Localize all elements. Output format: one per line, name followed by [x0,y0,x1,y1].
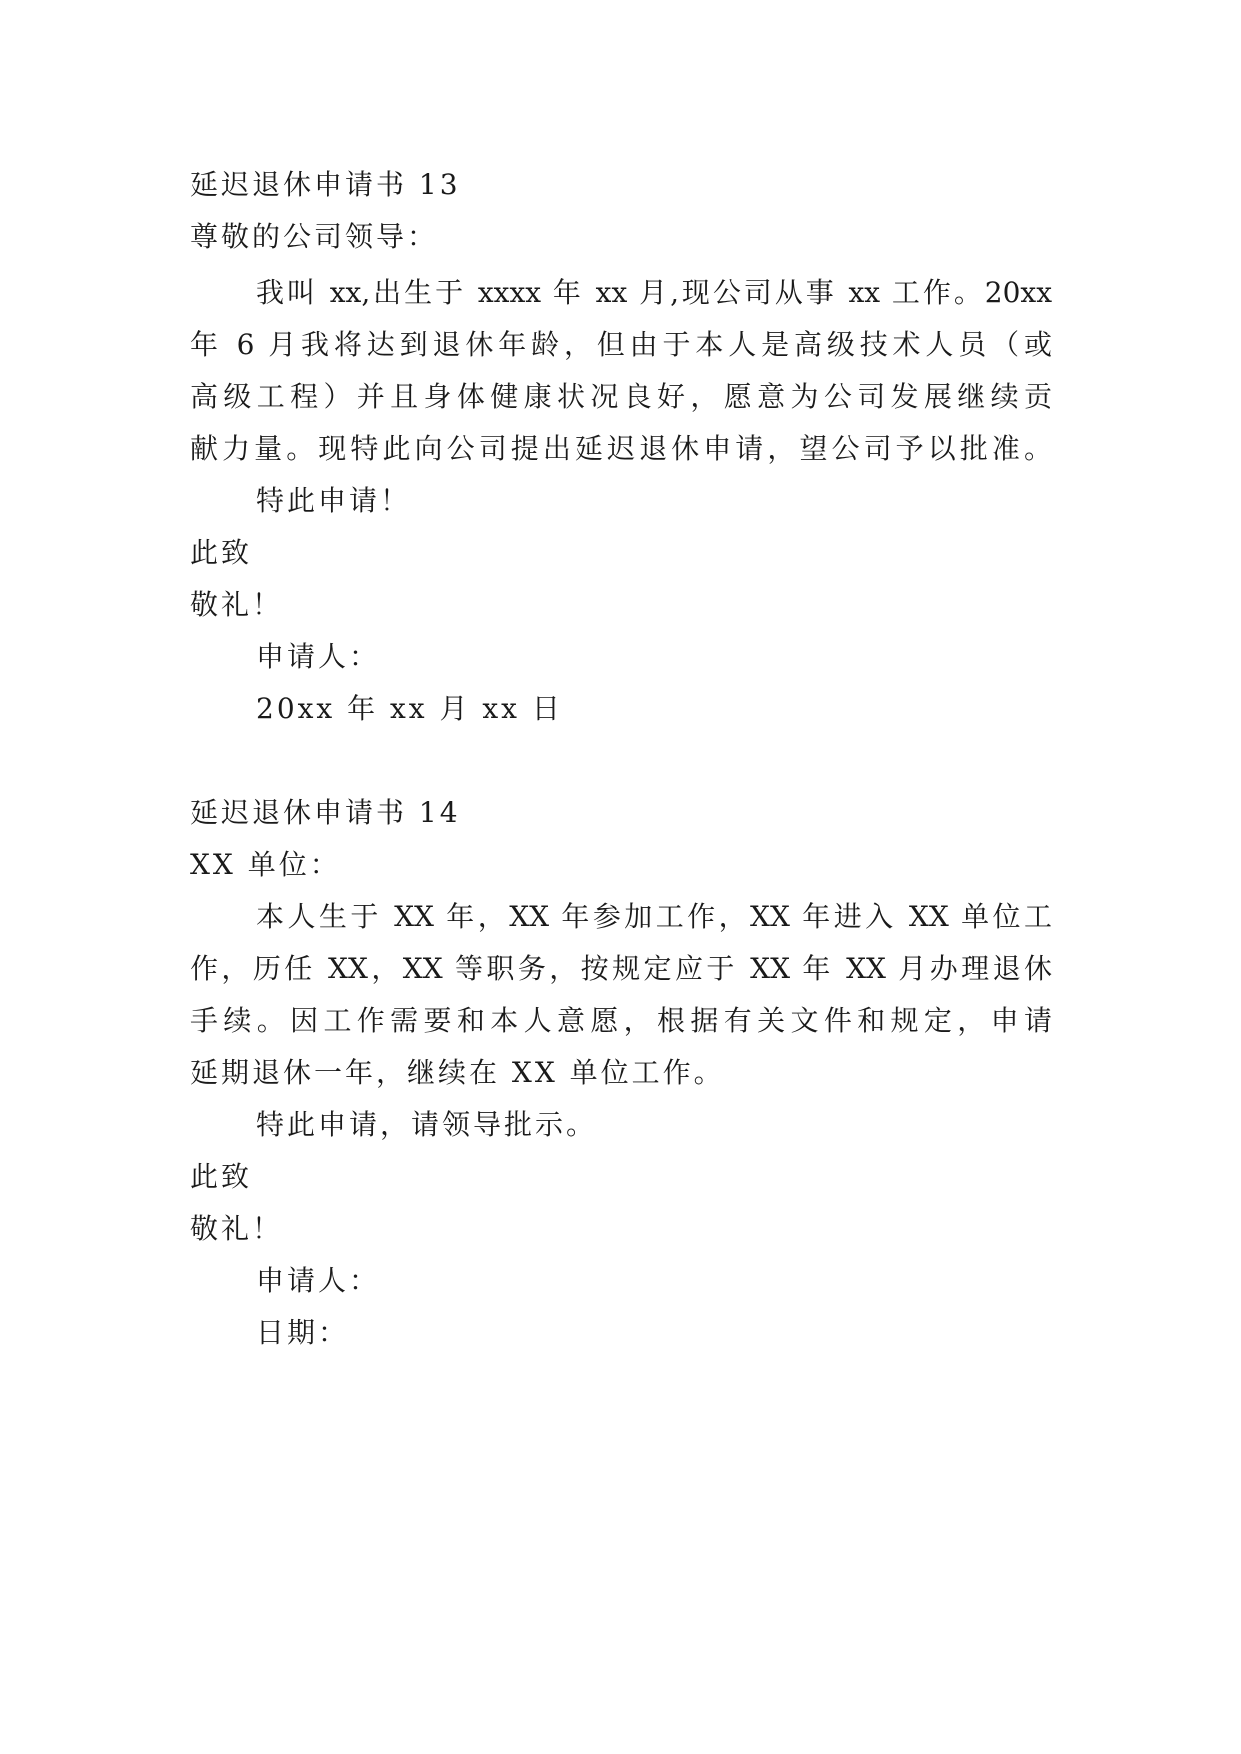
letter-14-body-line: 手续。因工作需要和本人意愿，根据有关文件和规定，申请 [190,1004,1052,1037]
letter-14-closing: 特此申请，请领导批示。 [256,1108,598,1141]
letter-13-closing: 特此申请！ [256,484,412,517]
letter-14-applicant: 申请人： [256,1264,381,1297]
letter-13-applicant: 申请人： [256,640,381,673]
letter-14-regards-2: 敬礼！ [190,1212,284,1245]
letter-14-date: 日期： [256,1316,350,1349]
letter-14-body-line: 本人生于 XX 年，XX 年参加工作，XX 年进入 XX 单位工 [256,900,1052,933]
letter-14-salutation: XX 单位： [190,848,341,881]
letter-14-body-line: 作，历任 XX，XX 等职务，按规定应于 XX 年 XX 月办理退休 [190,952,1052,985]
letter-13-body-line: 高级工程）并且身体健康状况良好，愿意为公司发展继续贡 [190,380,1052,413]
letter-14-title: 延迟退休申请书 14 [190,796,461,829]
letter-13-salutation: 尊敬的公司领导： [190,220,439,253]
letter-13-body-line: 我叫 xx,出生于 xxxx 年 xx 月,现公司从事 xx 工作。20xx [256,276,1052,309]
letter-13-date: 20xx 年 xx 月 xx 日 [256,692,563,725]
letter-13-title: 延迟退休申请书 13 [190,168,461,201]
letter-14-regards-1: 此致 [190,1160,253,1193]
letter-13-body-line: 献力量。现特此向公司提出延迟退休申请，望公司予以批准。 [190,432,1052,465]
letter-13-regards-2: 敬礼！ [190,588,284,621]
letter-14-body-line: 延期退休一年，继续在 XX 单位工作。 [190,1056,725,1089]
letter-13-body-line: 年 6 月我将达到退休年龄，但由于本人是高级技术人员（或 [190,328,1052,361]
letter-13-regards-1: 此致 [190,536,253,569]
